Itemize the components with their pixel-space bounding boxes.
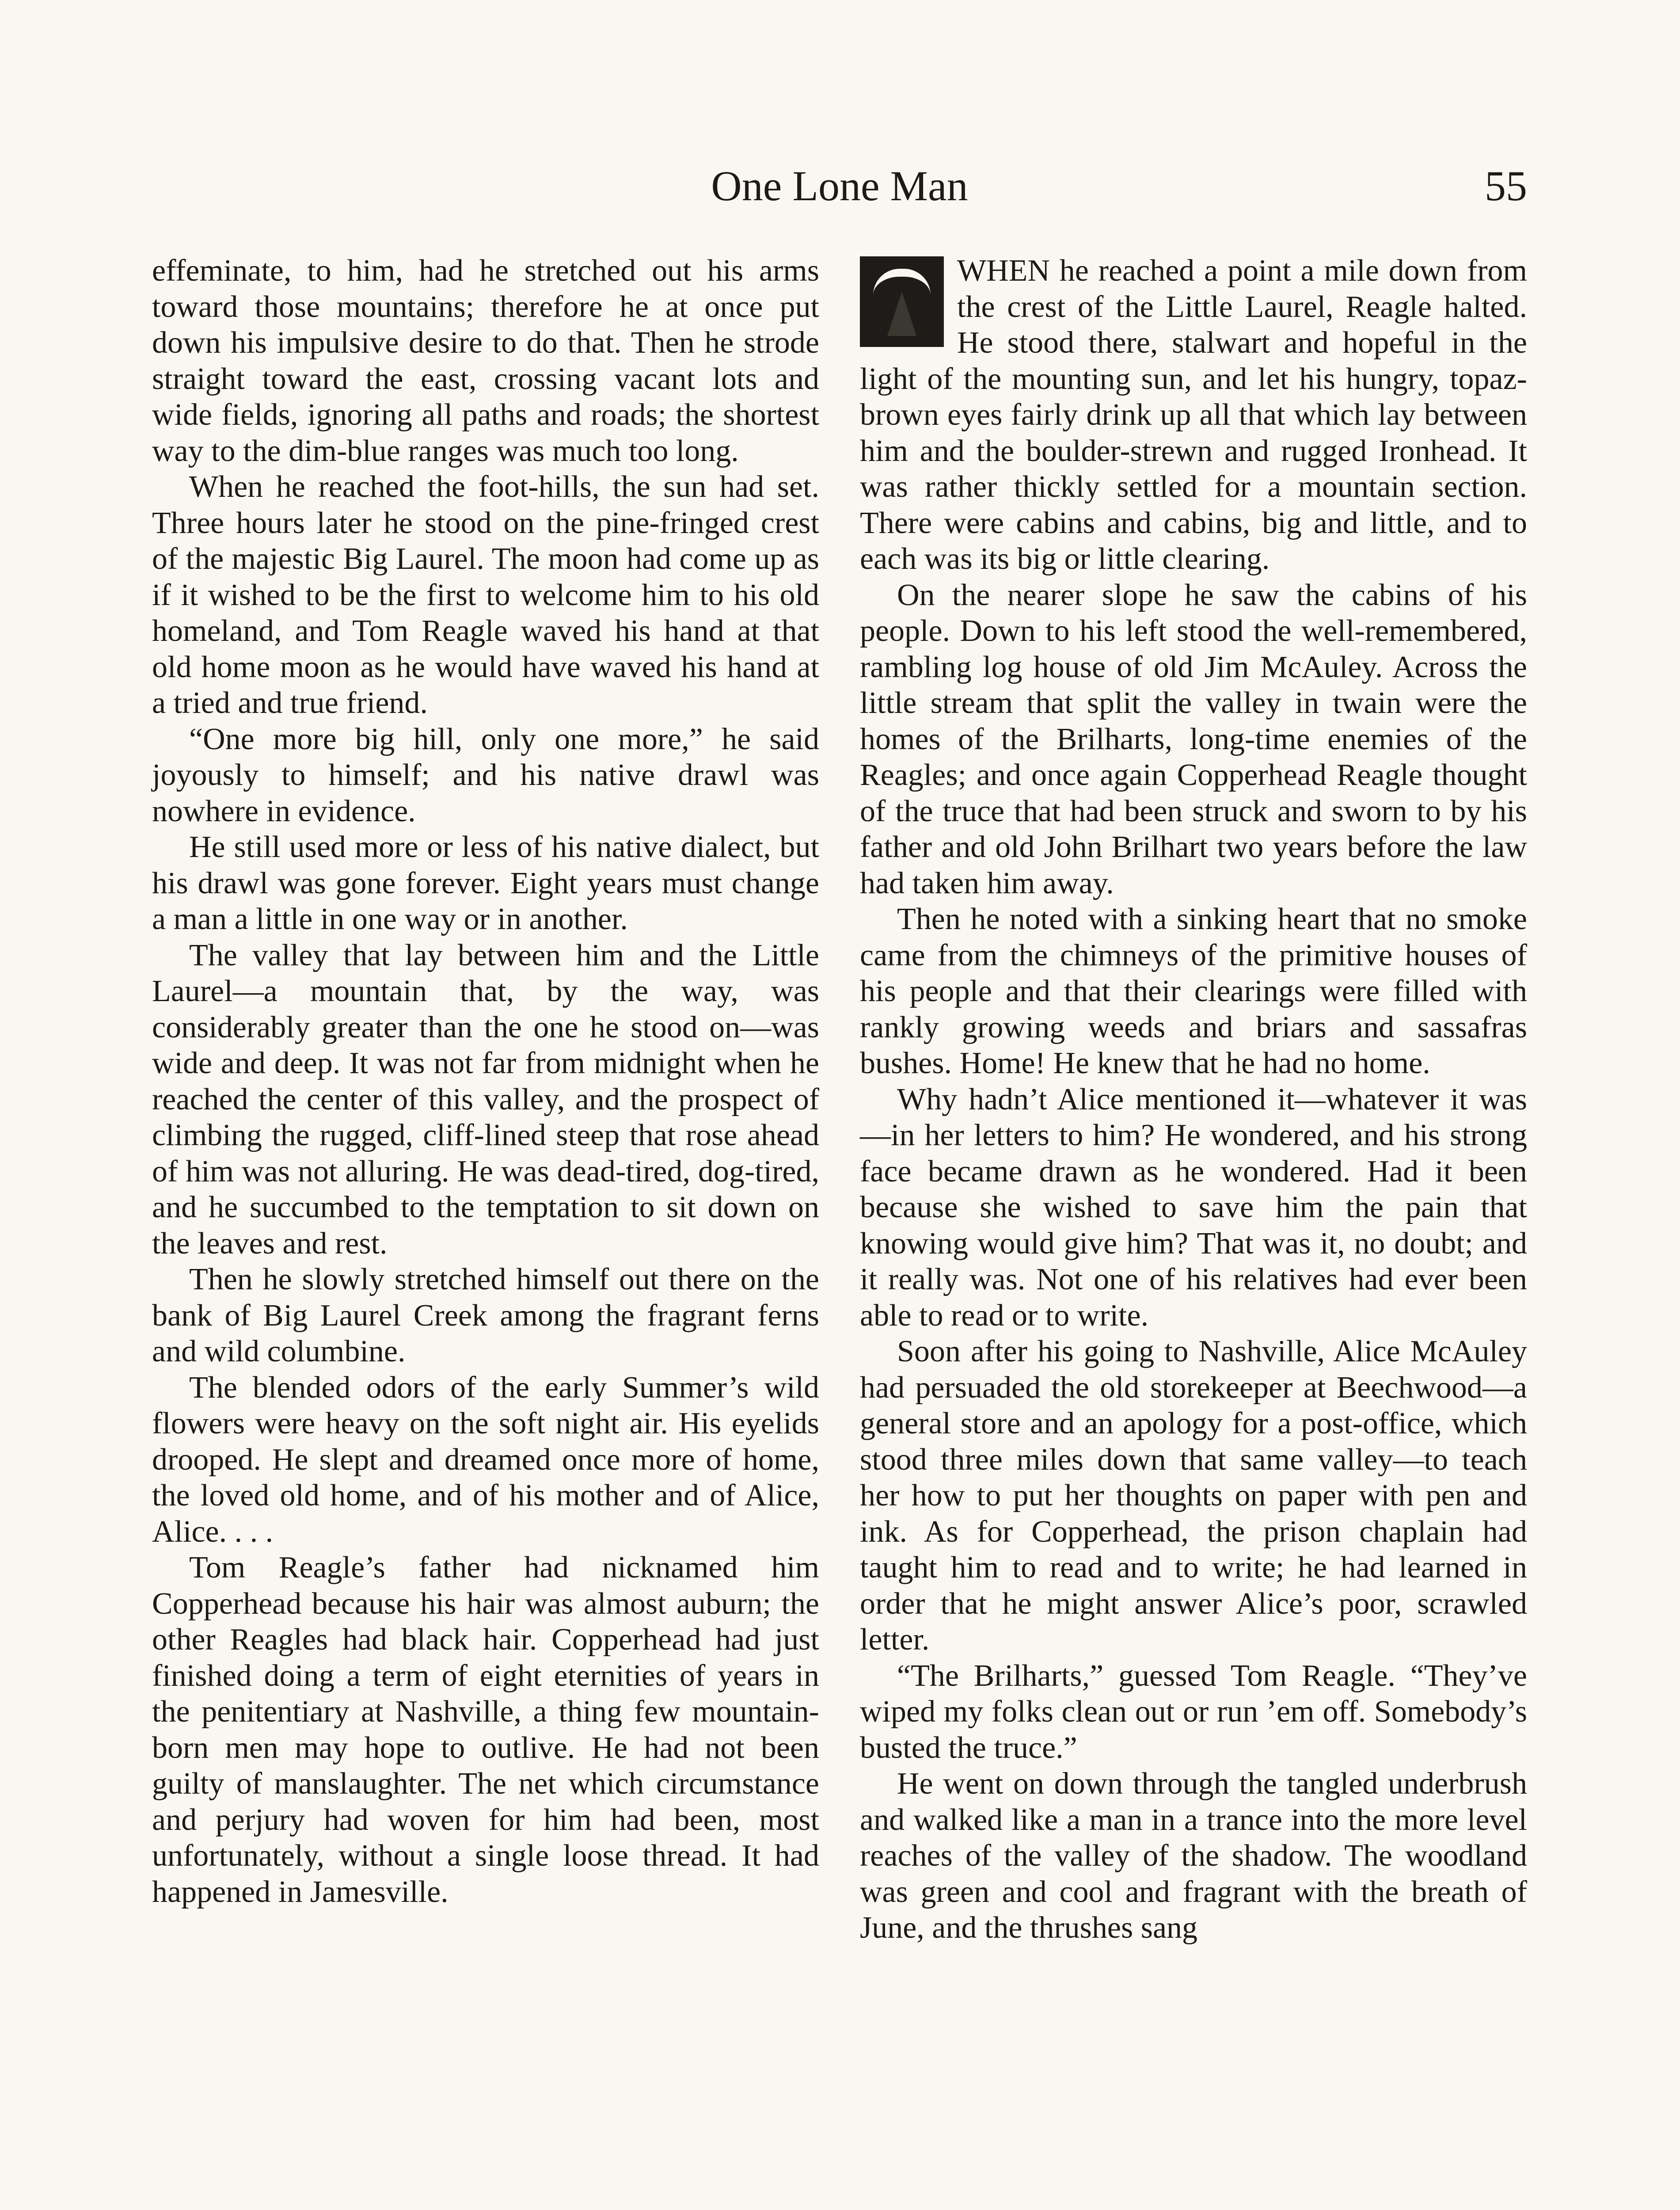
paragraph: The blended odors of the early Summer’s wild flowers were heavy on the soft night air. His eyelids drooped. He slept and dreamed once more of home, the loved old home, and of his mother and of Alice, Alice. . . . bbox=[152, 1370, 819, 1549]
right-text-column bbox=[860, 253, 1527, 1946]
running-title: One Lone Man bbox=[711, 162, 968, 210]
left-text-column bbox=[152, 253, 819, 1910]
paragraph: On the nearer slope he saw the cabins of his people. Down to his left stood the well-remembered, rambling log house of old Jim McAuley. Across the little stream that split the valley in twain were the homes of the Brilharts, long-time enemies of the Reagles; and once again Copperhead Reagle thought of the truce that had been struck and sworn to by his father and old John Brilhart two years before the law had taken him away. bbox=[860, 578, 1527, 900]
paragraph: Soon after his going to Nashville, Alice McAuley had persuaded the old storekeeper at Beechwood—a general store and an apology for a post-office, which stood three miles down that same valley—to teach her how to put her thoughts on paper with pen and ink. As for Copperhead, the prison chaplain had taught him to read and to write; he had learned in order that he might answer Alice’s poor, scrawled letter. bbox=[860, 1334, 1527, 1657]
paragraph: The valley that lay between him and the Little Laurel—a mountain that, by the way, was considerably greater than the one he stood on—was wide and deep. It was not far from midnight when he reached the center of this valley, and the prospect of climbing the rugged, cliff-lined steep that rose ahead of him was not alluring. He was dead-tired, dog-tired, and he succumbed to the temptation to sit down on the leaves and rest. bbox=[152, 938, 819, 1261]
paragraph: effeminate, to him, had he stretched out his arms toward those mountains; therefore he at once put down his impulsive desire to do that. Then he strode straight toward the east, crossing vacant lots and wide fields, ignoring all paths and roads; the shortest way to the dim-blue ranges was much too long. bbox=[152, 254, 819, 468]
paragraph: WHEN he reached a point a mile down from the crest of the Little Laurel, Reagle halted. He stood there, stalwart and hopeful in the light of the mounting sun, and let his hungry, topaz-brown eyes fairly drink up all that which lay between him and the boulder-strewn and rugged Ironhead. It was rather thickly settled for a mountain section. There were cabins and cabins, big and little, and to each was its big or little clearing. bbox=[860, 254, 1527, 576]
paragraph: He went on down through the tangled underbrush and walked like a man in a trance into the more level reaches of the valley of the shadow. The woodland was green and cool and fragrant with the breath of June, and the thrushes sang bbox=[860, 1767, 1527, 1945]
paragraph: Tom Reagle’s father had nicknamed him Copperhead because his hair was almost auburn; the other Reagles had black hair. Copperhead had just finished doing a term of eight eternities of years in the penitentiary at Nashville, a thing few mountain-born men may hope to outlive. He had not been guilty of manslaughter. The net which circumstance and perjury had woven for him had been, most unfortunately, without a single loose thread. It had happened in Jamesville. bbox=[152, 1551, 819, 1909]
paragraph: “One more big hill, only one more,” he said joyously to himself; and his native drawl was nowhere in evidence. bbox=[152, 722, 819, 828]
page-header bbox=[152, 157, 1527, 215]
paragraph: Then he noted with a sinking heart that no smoke came from the chimneys of the primitive houses of his people and that their clearings were filled with rankly growing weeds and briars and sassafras bushes. Home! He knew that he had no home. bbox=[860, 902, 1527, 1080]
paragraph: When he reached the foot-hills, the sun had set. Three hours later he stood on the pine-fringed crest of the majestic Big Laurel. The moon had come up as if it wished to be the first to welcome him to his old homeland, and Tom Reagle waved his hand at that old home moon as he would have waved his hand at a tried and true friend. bbox=[152, 470, 819, 720]
drop-cap-illustration-icon bbox=[860, 256, 944, 347]
paragraph: Why hadn’t Alice mentioned it—whatever it was—in her letters to him? He wondered, and his strong face became drawn as he wondered. Had it been because she wished to save him the pain that knowing would give him? That was it, no doubt; and it really was. Not one of his relatives had ever been able to read or to write. bbox=[860, 1082, 1527, 1333]
paragraph: Then he slowly stretched himself out there on the bank of Big Laurel Creek among the fragrant ferns and wild columbine. bbox=[152, 1262, 819, 1368]
page-number: 55 bbox=[1485, 162, 1527, 210]
paragraph: He still used more or less of his native dialect, but his drawl was gone forever. Eight years must change a man a little in one way or in another. bbox=[152, 830, 819, 936]
paragraph: “The Brilharts,” guessed Tom Reagle. “They’ve wiped my folks clean out or run ’em off. Somebody’s busted the truce.” bbox=[860, 1658, 1527, 1765]
